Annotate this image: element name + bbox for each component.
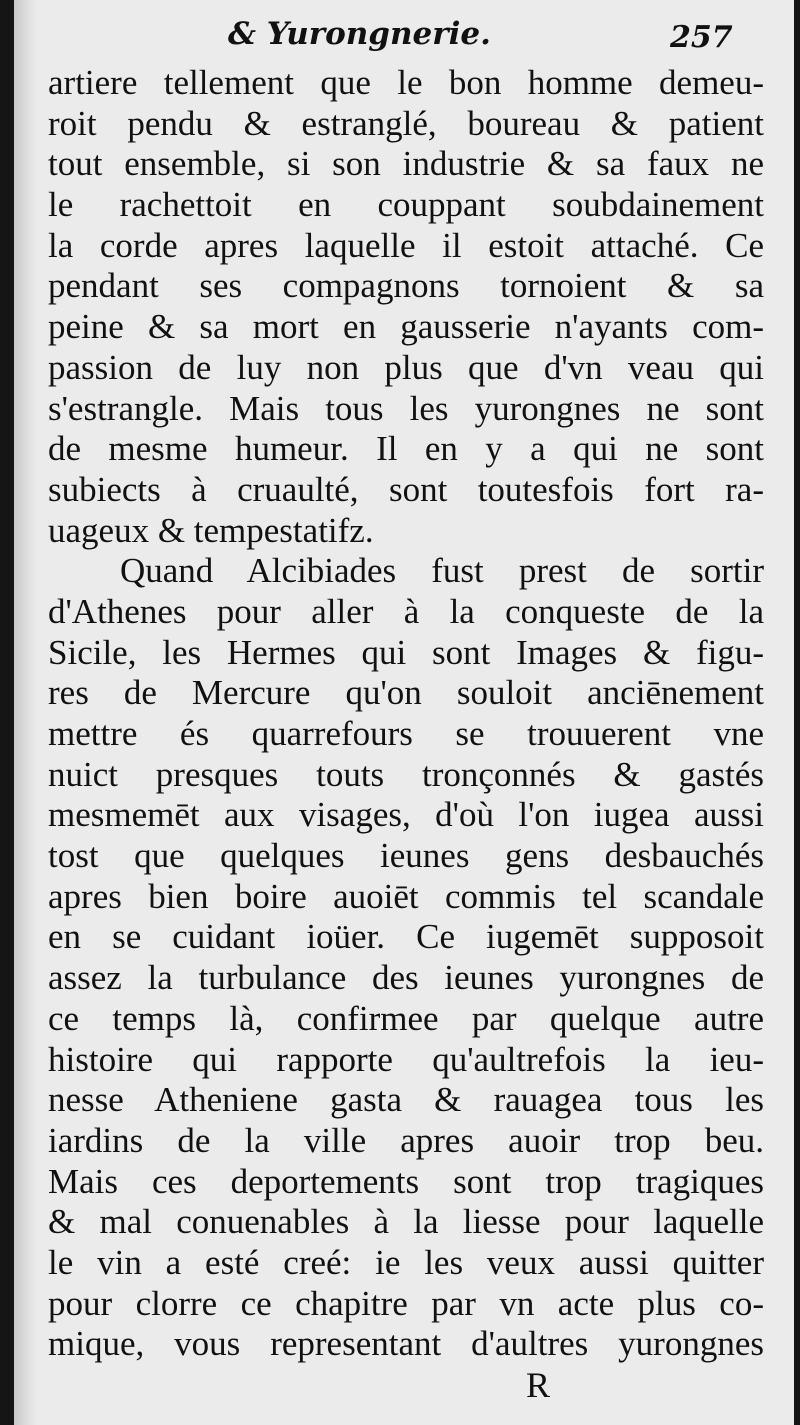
signature-mark: R (526, 1365, 551, 1405)
running-head: & Yurongnerie. (228, 16, 491, 52)
text-line: tout ensemble, si son industrie & sa faux ne (48, 144, 764, 184)
text-line: mesmemēt aux visages, d'où l'on iugea aussi (48, 795, 764, 835)
text-line: tost que quelques ieunes gens desbauchés (48, 836, 764, 876)
text-line: pendant ses compagnons tornoient & sa (48, 266, 764, 306)
text-line: artiere tellement que le bon homme demeu- (48, 63, 764, 102)
text-line: assez la turbulance des ieunes yurongnes de (48, 958, 764, 998)
text-line: histoire qui rapporte qu'aultrefois la ieu- (48, 1039, 764, 1079)
text-line: Mais ces deportements sont trop tragiques (48, 1161, 764, 1201)
text-line: nesse Atheniene gasta & rauagea tous les (48, 1080, 764, 1120)
body-text (48, 63, 764, 1365)
text-line: subiects à cruaulté, sont toutesfois fort ra- (48, 469, 764, 509)
text-line: le vin a esté creé: ie les veux aussi quitter (48, 1242, 764, 1282)
text-line: & mal conuenables à la liesse pour laquelle (48, 1202, 764, 1242)
text-line: passion de luy non plus que d'vn veau qui (48, 347, 764, 387)
text-line: res de Mercure qu'on souloit anciēnement (48, 673, 764, 713)
text-line: la corde apres laquelle il estoit attaché. Ce (48, 225, 764, 265)
paragraph-1 (48, 63, 764, 551)
page-number: 257 (670, 20, 733, 55)
text-line: de mesme humeur. Il en y a qui ne sont (48, 429, 764, 469)
text-line: uageux & tempestatifz. (48, 510, 374, 550)
text-line: peine & sa mort en gausserie n'ayants com- (48, 307, 764, 347)
text-line: mettre és quarrefours se trouuerent vne (48, 714, 764, 753)
text-line: iardins de la ville apres auoir trop beu. (48, 1120, 764, 1160)
text-line: Sicile, les Hermes qui sont Images & figu- (48, 632, 764, 672)
paragraph-2 (48, 551, 764, 1365)
text-line: d'Athenes pour aller à la conqueste de la (48, 591, 764, 631)
text-line: s'estrangle. Mais tous les yurongnes ne sont (48, 388, 764, 428)
text-line: roit pendu & estranglé, boureau & patient (48, 103, 764, 143)
text-line: le rachettoit en couppant soubdainement (48, 185, 764, 225)
text-line: ce temps là, confirmee par quelque autre (48, 998, 764, 1038)
text-line: mique, vous representant d'aultres yurongnes (48, 1324, 764, 1364)
text-line: pour clorre ce chapitre par vn acte plus co- (48, 1283, 764, 1323)
text-line: en se cuidant ioüer. Ce iugemēt supposoit (48, 917, 764, 957)
book-page (14, 0, 794, 1425)
text-line: nuict presques touts tronçonnés & gastés (48, 754, 764, 794)
text-line: Quand Alcibiades fust prest de sortir (120, 551, 764, 591)
text-line: apres bien boire auoiēt commis tel scandale (48, 876, 764, 916)
